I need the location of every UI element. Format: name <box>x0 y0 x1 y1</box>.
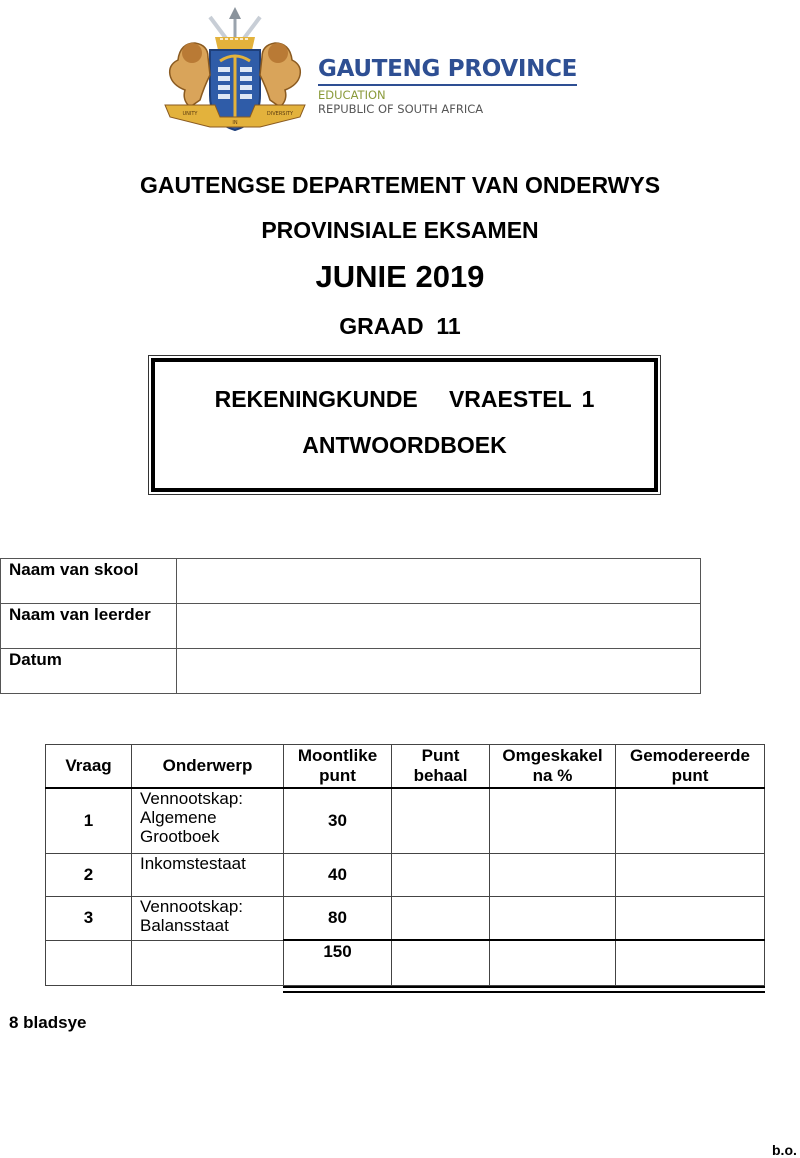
header-topic: Onderwerp <box>132 745 284 789</box>
logo-education: EDUCATION <box>318 88 386 102</box>
gauteng-logo <box>140 0 610 140</box>
total-empty-cell <box>46 940 132 986</box>
learner-name-label: Naam van leerder <box>1 604 177 649</box>
moderated-field[interactable] <box>616 788 765 854</box>
header-marks-achieved: Punt behaal <box>392 745 490 789</box>
coat-of-arms-icon <box>160 5 310 135</box>
question-number: 1 <box>46 788 132 854</box>
question-topic: Inkomstestaat <box>132 854 284 897</box>
percent-field[interactable] <box>490 854 616 897</box>
total-double-underline <box>283 986 765 993</box>
date-field[interactable] <box>177 649 701 694</box>
department-heading: GAUTENGSE DEPARTEMENT VAN ONDERWYS <box>139 172 661 198</box>
header-moderated: Gemodereerde punt <box>616 745 765 789</box>
marks-table <box>45 744 765 986</box>
grade-heading: GRAAD 11 <box>339 313 461 339</box>
school-name-label: Naam van skool <box>1 559 177 604</box>
svg-text:DIVERSITY: DIVERSITY <box>266 111 294 117</box>
learner-name-field[interactable] <box>177 604 701 649</box>
table-row <box>46 788 765 854</box>
total-percent-field[interactable] <box>490 940 616 986</box>
logo-country: REPUBLIC OF SOUTH AFRICA <box>318 102 484 116</box>
exam-heading: PROVINSIALE EKSAMEN <box>261 217 539 243</box>
table-row <box>1 559 701 604</box>
logo-wordmark <box>318 55 577 117</box>
title-box <box>148 355 661 495</box>
header-percent: Omgeskakel na % <box>490 745 616 789</box>
table-row <box>1 649 701 694</box>
percent-field[interactable] <box>490 788 616 854</box>
document-type: ANTWOORDBOEK <box>302 432 507 458</box>
total-max-marks: 150 <box>284 940 392 986</box>
max-marks: 80 <box>284 897 392 941</box>
table-row <box>1 604 701 649</box>
logo-title: GAUTENG PROVINCE <box>318 55 577 86</box>
moderated-field[interactable] <box>616 897 765 941</box>
question-topic: Vennootskap: Algemene Grootboek <box>132 788 284 854</box>
question-number: 3 <box>46 897 132 941</box>
table-row <box>46 897 765 941</box>
question-topic: Vennootskap: Balansstaat <box>132 897 284 941</box>
subject-title: REKENINGKUNDE VRAESTEL 1 <box>214 386 595 412</box>
total-row <box>46 940 765 986</box>
total-achieved-field[interactable] <box>392 940 490 986</box>
max-marks: 40 <box>284 854 392 897</box>
marks-achieved-field[interactable] <box>392 788 490 854</box>
date-label: Datum <box>1 649 177 694</box>
title-box-inner <box>151 358 658 492</box>
question-number: 2 <box>46 854 132 897</box>
marks-achieved-field[interactable] <box>392 854 490 897</box>
school-name-field[interactable] <box>177 559 701 604</box>
please-turn-over: b.o. <box>772 1142 797 1158</box>
header-question: Vraag <box>46 745 132 789</box>
marks-achieved-field[interactable] <box>392 897 490 941</box>
max-marks: 30 <box>284 788 392 854</box>
svg-text:UNITY: UNITY <box>182 111 198 117</box>
table-row <box>46 854 765 897</box>
percent-field[interactable] <box>490 897 616 941</box>
session-heading: JUNIE 2019 <box>315 259 485 294</box>
moderated-field[interactable] <box>616 854 765 897</box>
total-empty-cell <box>132 940 284 986</box>
learner-info-table <box>0 558 701 694</box>
header-max-marks: Moontlike punt <box>284 745 392 789</box>
total-moderated-field[interactable] <box>616 940 765 986</box>
svg-text:IN: IN <box>232 120 238 126</box>
page-count: 8 bladsye <box>9 1013 87 1032</box>
table-header-row <box>46 745 765 789</box>
